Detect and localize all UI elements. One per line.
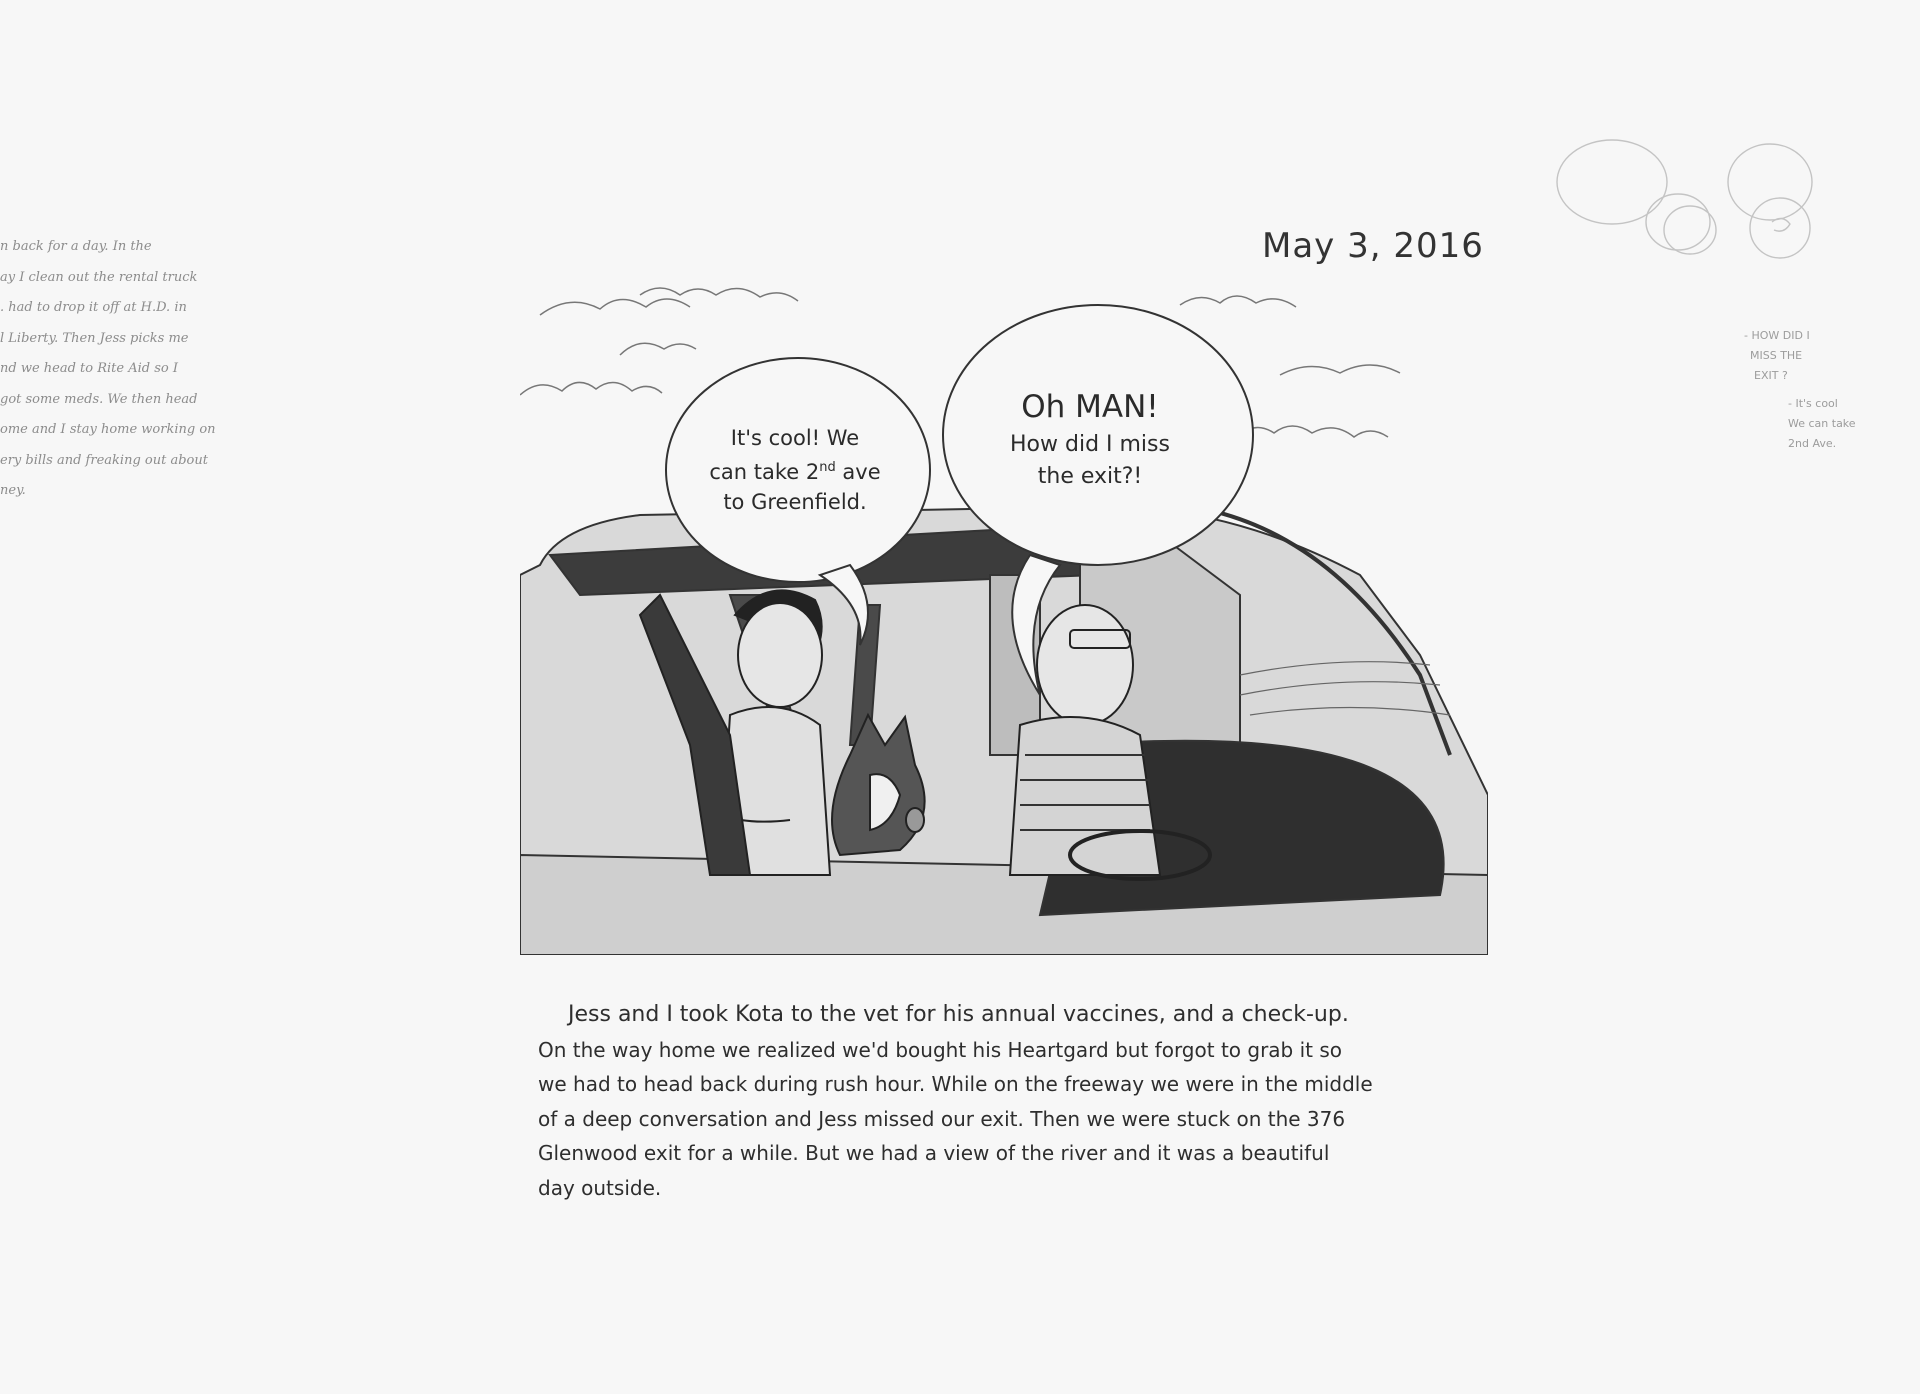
speech-text: ave (842, 460, 881, 484)
margin-note-line: MISS THE (1750, 349, 1803, 362)
circle-sketches (1540, 130, 1840, 270)
margin-note-line: . had to drop it off at H.D. in (0, 300, 187, 315)
margin-note-line: ney. (0, 483, 26, 498)
caption-line: day outside. (538, 1175, 662, 1200)
caption-line: of a deep conversation and Jess missed our exit. Then we were stuck on the 376 (538, 1106, 1346, 1131)
speech-line: to Greenfield. (723, 490, 867, 514)
margin-note-line: ome and I stay home working on (0, 422, 216, 437)
date-label: May 3, 2016 (1262, 226, 1484, 266)
speech-bubble-left (680, 423, 910, 517)
margin-note-line: nd we head to Rite Aid so I (0, 361, 178, 376)
car-interior (520, 502, 1488, 955)
margin-note-line: ay I clean out the rental truck (0, 269, 198, 285)
speech-line: It's cool! We (730, 426, 860, 450)
speech-text: can take 2 (709, 460, 820, 484)
margin-note-line: l Liberty. Then Jess picks me (0, 330, 189, 346)
caption-line: On the way home we realized we'd bought his Heartgard but forgot to grab it so (538, 1037, 1343, 1062)
superscript-text: nd (819, 460, 836, 475)
margin-note-line: got some meds. We then head (0, 391, 198, 407)
margin-note-line: - It's cool (1788, 397, 1838, 410)
speech-line (680, 453, 910, 487)
comic-panel (520, 275, 1488, 955)
caption-text (538, 998, 1518, 1205)
speech-line: the exit?! (1037, 464, 1143, 489)
panel-drawing (520, 275, 1488, 955)
speech-exclamation: Oh MAN! (1021, 389, 1159, 425)
speech-line: How did I miss (1010, 432, 1170, 457)
margin-note-line: 2nd Ave. (1788, 437, 1837, 450)
caption-line: we had to head back during rush hour. While on the freeway we were in the middle (538, 1072, 1373, 1096)
caption-line: Glenwood exit for a while. But we had a view of the river and it was a beautiful (538, 1141, 1330, 1165)
caption-line: Jess and I took Kota to the vet for his annual vaccines, and a check-up. (568, 1002, 1349, 1027)
margin-notes-left (0, 232, 245, 507)
margin-note-line: ery bills and freaking out about (0, 452, 208, 468)
margin-note-line: - HOW DID I (1744, 329, 1810, 342)
speech-bubble-right (960, 385, 1220, 493)
margin-notes-right (1744, 326, 1894, 454)
margin-note-line: We can take (1788, 417, 1856, 430)
margin-note-line: EXIT ? (1754, 369, 1788, 382)
margin-note-line: n back for a day. In the (0, 239, 152, 254)
